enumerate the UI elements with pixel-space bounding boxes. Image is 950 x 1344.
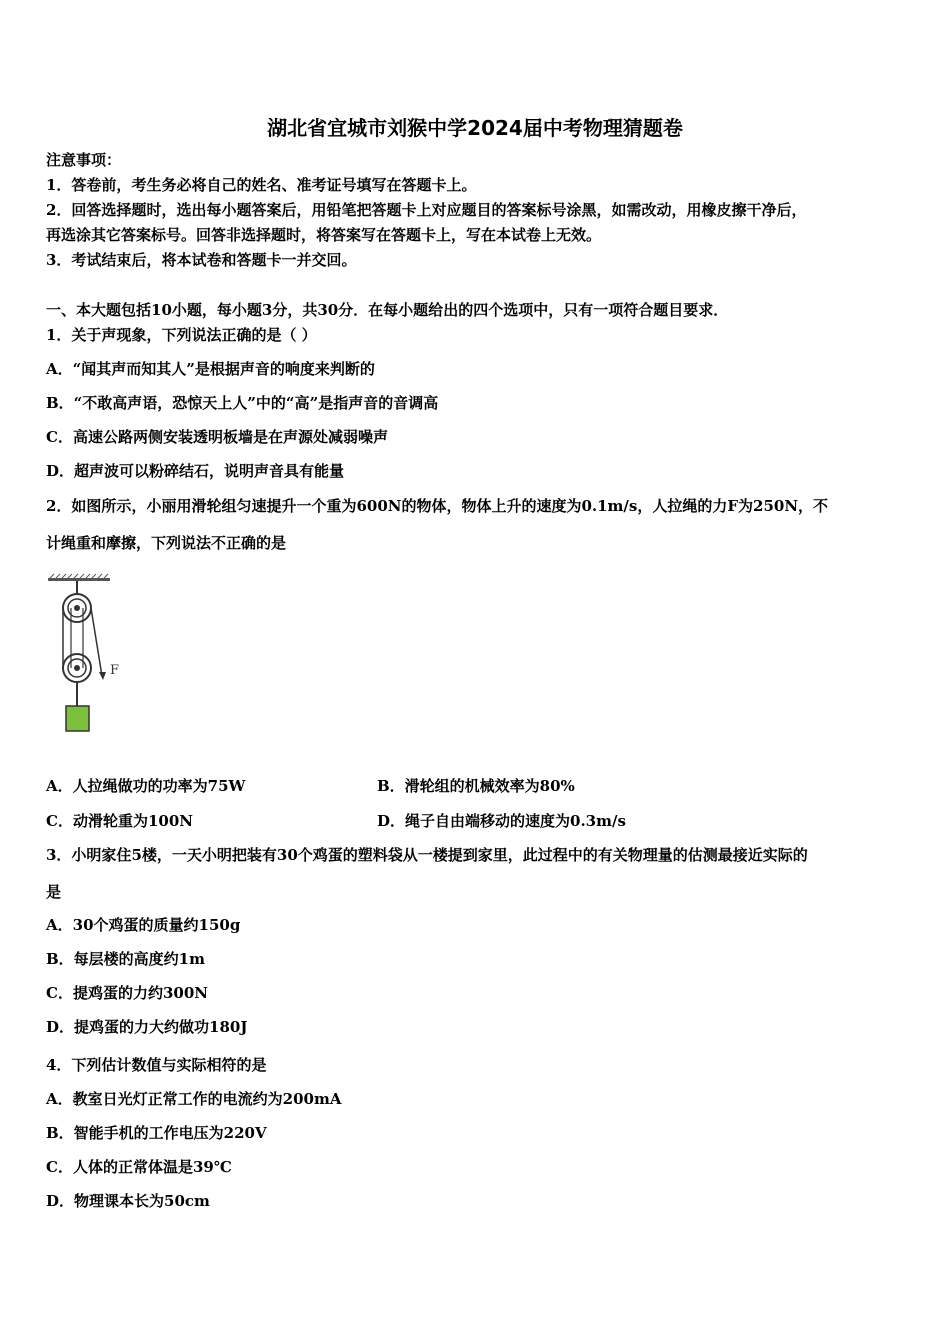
q3-option-d: D．提鸡蛋的力大约做功180J [46, 1018, 248, 1036]
q1-stem: 1．关于声现象，下列说法正确的是（ ） [46, 326, 317, 344]
q4-option-b: B．智能手机的工作电压为220V [46, 1124, 267, 1142]
q3-option-a: A．30个鸡蛋的质量约150g [46, 916, 241, 934]
q4-option-a: A．教室日光灯正常工作的电流约为200mA [46, 1090, 342, 1108]
q3-stem: 3．小明家住5楼，一天小明把装有30个鸡蛋的塑料袋从一楼提到家里，此过程中的有关物理量的估测最接近实际的 [46, 846, 808, 864]
force-arrow [99, 672, 106, 680]
page-title: 湖北省宜城市刘猴中学2024届中考物理猜题卷 [267, 116, 683, 140]
notice-item: 2．回答选择题时，选出每小题答案后，用铅笔把答题卡上对应题目的答案标号涂黑，如需改动，用橡皮擦干净后， [46, 201, 807, 219]
q3-option-c: C．提鸡蛋的力约300N [46, 984, 208, 1002]
q4-option-d: D．物理课本长为50cm [46, 1192, 210, 1210]
q2-option-b: B．滑轮组的机械效率为80% [377, 777, 575, 795]
pulley-diagram [44, 572, 134, 737]
pulley-svg [44, 572, 134, 737]
load-block [66, 706, 89, 731]
q1-option-d: D．超声波可以粉碎结石，说明声音具有能量 [46, 462, 345, 480]
notice-heading: 注意事项： [46, 151, 122, 169]
ceiling-hatch [50, 574, 108, 578]
q2-option-d: D．绳子自由端移动的速度为0.3m/s [377, 812, 626, 830]
section-heading: 一、本大题包括10小题，每小题3分，共30分．在每小题给出的四个选项中，只有一项符合题目要求． [46, 301, 729, 319]
q1-option-b: B．“不敢高声语，恐惊天上人”中的“高”是指声音的音调高 [46, 394, 439, 412]
q1-option-a: A．“闻其声而知其人”是根据声音的响度来判断的 [46, 360, 375, 378]
q1-option-c: C．高速公路两侧安装透明板墙是在声源处减弱噪声 [46, 428, 388, 446]
notice-item: 1．答卷前，考生务必将自己的姓名、准考证号填写在答题卡上。 [46, 176, 477, 194]
q3-option-b: B．每层楼的高度约1m [46, 950, 205, 968]
q2-stem: 2．如图所示，小丽用滑轮组匀速提升一个重为600N的物体，物体上升的速度为0.1m/s，人拉绳的力F为250N，不 [46, 497, 829, 515]
notice-item: 3．考试结束后，将本试卷和答题卡一并交回。 [46, 251, 357, 269]
force-label: F [110, 663, 120, 678]
q2-stem-cont: 计绳重和摩擦，下列说法不正确的是 [46, 534, 287, 552]
q2-option-a: A．人拉绳做功的功率为75W [46, 777, 246, 795]
q3-stem-cont: 是 [46, 883, 62, 901]
ceiling-bar [48, 578, 110, 581]
q4-stem: 4．下列估计数值与实际相符的是 [46, 1056, 267, 1074]
q4-option-c: C．人体的正常体温是39℃ [46, 1158, 232, 1176]
notice-item: 再选涂其它答案标号。回答非选择题时，将答案写在答题卡上，写在本试卷上无效。 [46, 226, 602, 244]
q2-option-c: C．动滑轮重为100N [46, 812, 193, 830]
